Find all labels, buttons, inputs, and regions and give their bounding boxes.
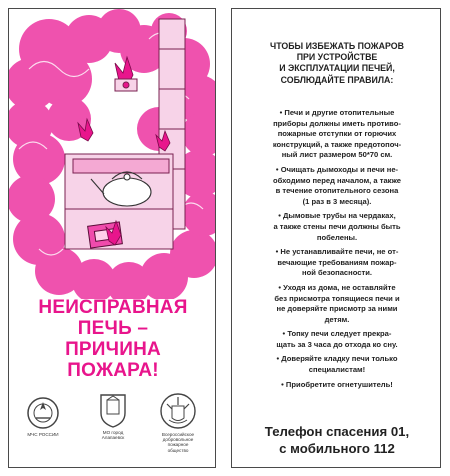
city-coat-of-arms-icon xyxy=(98,392,128,428)
rule-item xyxy=(240,165,434,207)
rule-item xyxy=(240,108,434,161)
headline-line: НЕИСПРАВНАЯ xyxy=(38,297,188,318)
caption-line: МЧС РОССИИ xyxy=(27,432,59,437)
phone-line: с мобильного 112 xyxy=(279,440,395,456)
rule-item xyxy=(240,380,434,391)
burning-stove-illustration xyxy=(9,9,216,299)
leaflet-front-panel xyxy=(8,8,216,468)
rule-item xyxy=(240,354,434,375)
rule-line: в течение отопительного сезона xyxy=(275,186,399,196)
headline xyxy=(9,297,216,381)
rule-line: без присмотра топящиеся печи и xyxy=(274,293,400,303)
rule-line: не доверяйте присмотр за ними xyxy=(276,304,398,314)
headline-line: ПЕЧЬ – xyxy=(77,318,149,339)
headline-line: ПОЖАРА! xyxy=(67,360,159,381)
caption-line: пожарное xyxy=(167,442,189,448)
headline-line: ПРИЧИНА xyxy=(65,339,161,360)
rule-line: • Приобретите огнетушитель! xyxy=(281,379,393,389)
fire-society-emblem-icon xyxy=(159,392,197,430)
mchs-logo xyxy=(15,396,71,437)
rule-line: специалистам! xyxy=(308,365,366,375)
rule-line: вечающие требованиям пожар- xyxy=(277,257,397,267)
rule-item xyxy=(240,329,434,350)
rule-item xyxy=(240,211,434,243)
rule-item xyxy=(240,283,434,325)
title-line: ПРИ УСТРОЙСТВЕ xyxy=(296,52,378,63)
rule-line: а также стены печи должны быть xyxy=(273,221,401,231)
rule-item xyxy=(240,247,434,279)
rule-line: конструкций, а также предотопоч- xyxy=(272,139,402,149)
rule-line: • Печи и другие отопительные xyxy=(279,108,395,117)
title-line: СОБЛЮДАЙТЕ ПРАВИЛА: xyxy=(280,74,394,85)
rule-line: ный лист размером 50*70 см. xyxy=(281,150,393,160)
rule-line: побелены. xyxy=(316,232,358,242)
rules-title xyxy=(242,41,432,86)
rule-line: • Топку печи следует прекра- xyxy=(282,329,392,339)
emergency-phone xyxy=(238,424,436,457)
rule-line: • Дымовые трубы на чердаках, xyxy=(278,211,396,221)
logo-caption xyxy=(147,432,209,453)
rule-line: пожарные отступки от горючих xyxy=(277,129,397,139)
mchs-emblem-icon xyxy=(26,396,60,430)
rule-line: (1 раз в 3 месяца). xyxy=(302,196,372,206)
caption-line: МО город xyxy=(102,430,124,435)
logo-caption xyxy=(87,430,139,440)
caption-line: Всероссийское xyxy=(161,432,195,437)
logo-caption xyxy=(15,432,71,437)
logo-row xyxy=(9,392,216,467)
rule-line: • Уходя из дома, не оставляйте xyxy=(278,282,396,292)
caption-line: общество xyxy=(167,447,189,453)
rule-line: • Доверяйте кладку печи только xyxy=(276,354,398,364)
rule-line: • Не устанавливайте печи, не от- xyxy=(275,247,399,257)
rule-line: щать за 3 часа до отхода ко сну. xyxy=(276,339,398,349)
title-line: ЧТОБЫ ИЗБЕЖАТЬ ПОЖАРОВ xyxy=(270,41,404,51)
fire-society-logo xyxy=(147,392,209,453)
leaflet-rules-panel xyxy=(231,8,441,468)
rule-line: детям. xyxy=(324,314,350,324)
city-logo xyxy=(87,392,139,440)
caption-line: Алапаевск xyxy=(101,435,125,441)
rule-line: ной безопасности. xyxy=(301,268,373,278)
title-line: И ЭКСПЛУАТАЦИИ ПЕЧЕЙ, xyxy=(279,63,395,74)
phone-line: Телефон спасения 01, xyxy=(264,424,410,439)
caption-line: добровольное xyxy=(162,437,194,443)
rules-list xyxy=(240,108,434,394)
rule-line: обходимо перед началом, а также xyxy=(272,175,401,185)
rule-line: приборы должны иметь противо- xyxy=(273,118,401,128)
fire-sign-icon xyxy=(115,79,137,91)
rule-line: • Очищать дымоходы и печи не- xyxy=(275,164,399,174)
